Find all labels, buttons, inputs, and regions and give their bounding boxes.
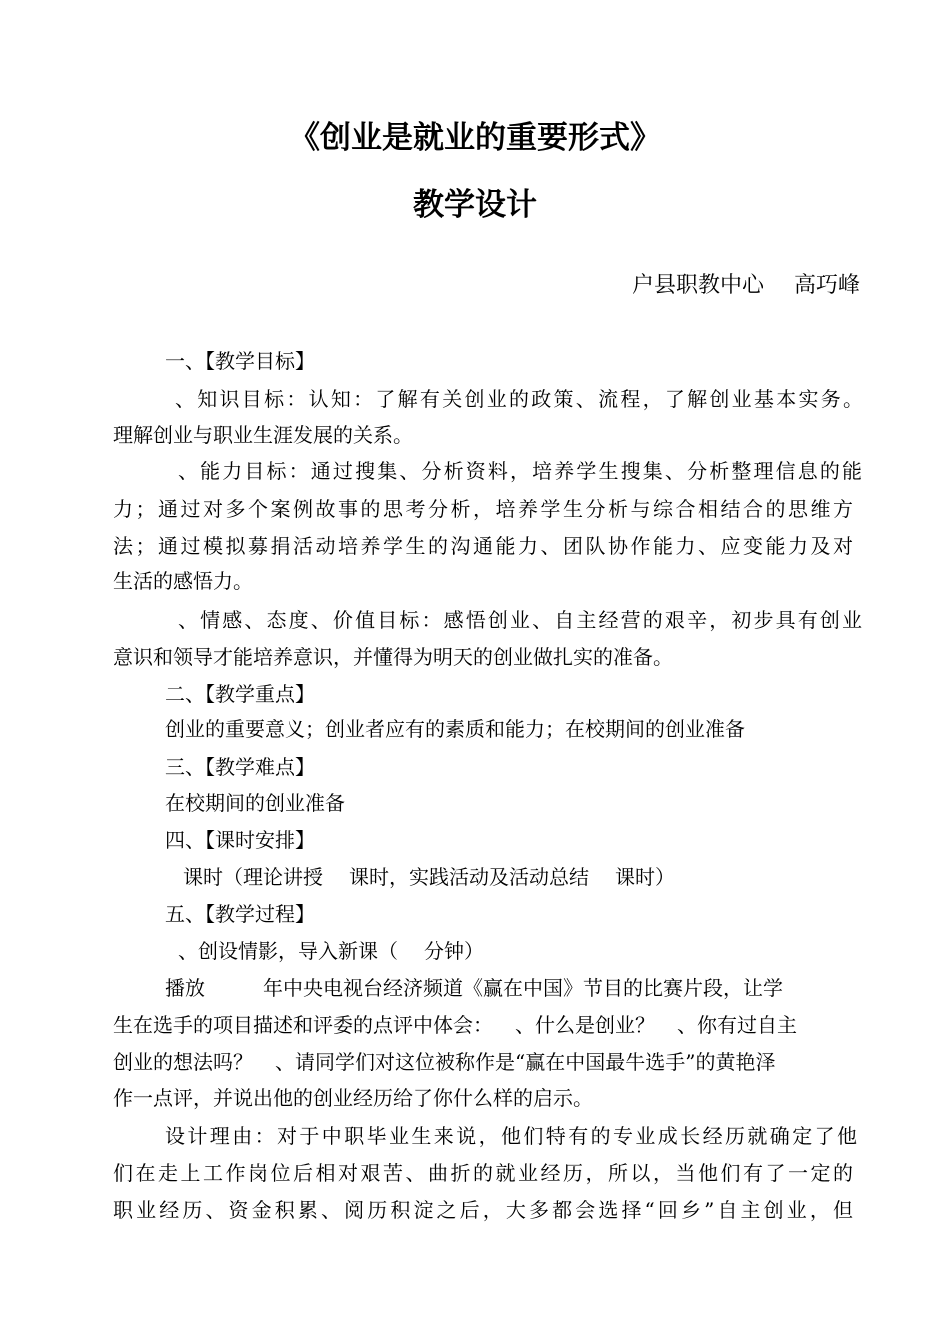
paragraph-line: 生活的感悟力。 (113, 569, 253, 593)
text-segment: 、什么是创业？ (515, 1013, 655, 1037)
paragraph-line: 、情感、态度、价值目标：感悟创业、自主经营的艰辛，初步具有创业 (178, 608, 862, 632)
author-name: 高巧峰 (793, 273, 860, 298)
paragraph-line: 、知识目标：认知：了解有关创业的政策、流程，了解创业基本实务。 (175, 387, 863, 411)
paragraph-line (178, 936, 484, 966)
paragraph-line: 职业经历、资金积累、阅历积淀之后，大多都会选择“回乡”自主创业，但 (113, 1198, 853, 1222)
section-heading-process: 五、【教学过程】 (165, 902, 315, 926)
section-heading-schedule: 四、【课时安排】 (165, 828, 315, 852)
paragraph-line: 意识和领导才能培养意识，并懂得为明天的创业做扎实的准备。 (113, 645, 673, 669)
text-segment: 课时（理论讲授 (183, 865, 323, 889)
text-segment: 、你有过自主 (677, 1013, 797, 1037)
section-heading-objectives: 一、【教学目标】 (165, 349, 315, 373)
paragraph-line: 理解创业与职业生涯发展的关系。 (113, 423, 413, 447)
document-title: 《创业是就业的重要形式》 (289, 120, 661, 156)
paragraph-line (183, 862, 675, 892)
document-subtitle: 教学设计 (413, 187, 537, 223)
text-segment: 、创设情影，导入新课（ (178, 939, 398, 963)
paragraph-line (165, 973, 783, 1003)
paragraph-line: 法；通过模拟募捐活动培养学生的沟通能力、团队协作能力、应变能力及对 (113, 534, 853, 558)
paragraph-line: 力；通过对多个案例故事的思考分析，培养学生分析与综合相结合的思维方 (113, 497, 853, 521)
text-segment: 课时，实践活动及活动总结 (349, 865, 589, 889)
paragraph-line: 创业的重要意义；创业者应有的素质和能力；在校期间的创业准备 (165, 717, 745, 741)
paragraph-line (113, 1047, 775, 1077)
text-segment: 年中央电视台经济频道《赢在中国》节目的比赛片段，让学 (263, 976, 783, 1000)
section-heading-difficulties: 三、【教学难点】 (165, 755, 315, 779)
text-segment: 创业的想法吗？ (113, 1050, 253, 1074)
text-segment: 分钟） (424, 939, 484, 963)
paragraph-line: 们在走上工作岗位后相对艰苦、曲折的就业经历，所以，当他们有了一定的 (113, 1161, 853, 1185)
paragraph-line: 设计理由：对于中职毕业生来说，他们特有的专业成长经历就确定了他 (165, 1124, 857, 1148)
author-line (632, 270, 860, 302)
paragraph-line: 、能力目标：通过搜集、分析资料，培养学生搜集、分析整理信息的能 (178, 459, 862, 483)
text-segment: 播放 (165, 976, 205, 1000)
text-segment: 、请同学们对这位被称作是“赢在中国最牛选手”的黄艳泽 (275, 1050, 776, 1074)
paragraph-line: 作一点评，并说出他的创业经历给了你什么样的启示。 (113, 1086, 593, 1110)
paragraph-line: 在校期间的创业准备 (165, 791, 345, 815)
text-segment: 生在选手的项目描述和评委的点评中体会： (113, 1013, 493, 1037)
section-heading-key-points: 二、【教学重点】 (165, 682, 315, 706)
text-segment: 课时） (615, 865, 675, 889)
author-organization: 户县职教中心 (631, 273, 764, 298)
paragraph-line (113, 1010, 797, 1040)
